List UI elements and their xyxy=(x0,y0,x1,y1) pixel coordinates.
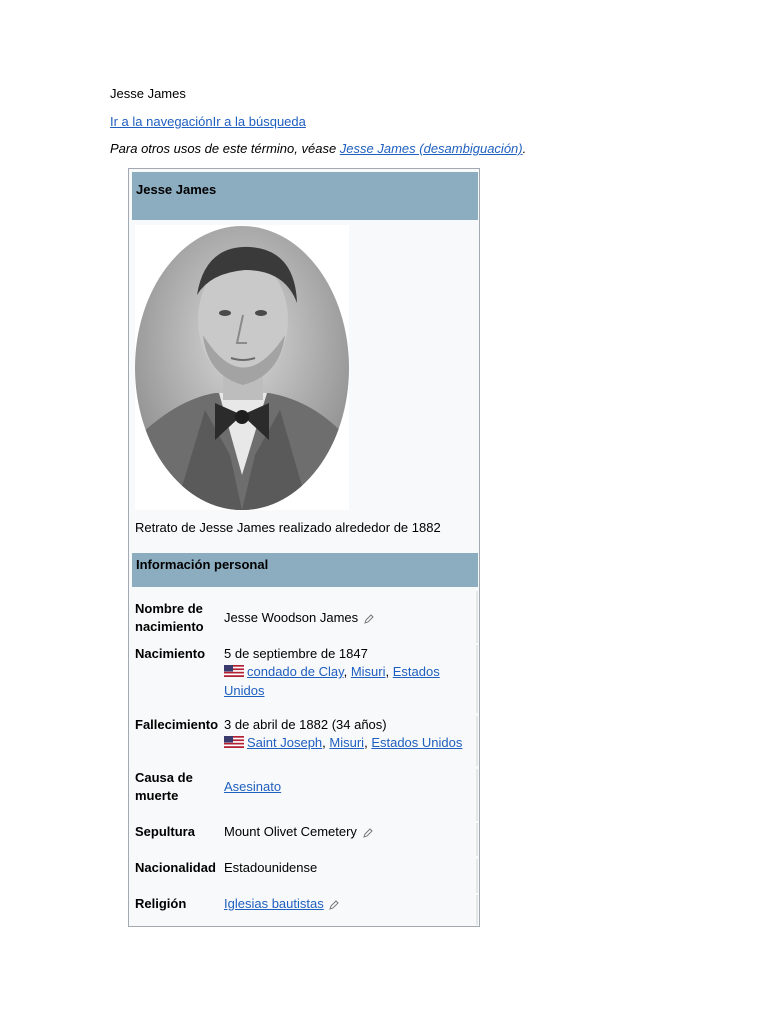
row-label xyxy=(135,600,219,636)
us-flag-icon xyxy=(224,664,244,682)
row-value xyxy=(224,645,474,700)
row-nationality xyxy=(132,859,478,893)
place-link-city[interactable]: Saint Joseph xyxy=(247,735,323,750)
portrait-image[interactable] xyxy=(135,225,349,510)
label-line: muerte xyxy=(135,788,179,803)
row-religion xyxy=(132,895,478,925)
row-label: Fallecimiento xyxy=(135,717,219,732)
row-label: Nacimiento xyxy=(135,646,206,661)
place-link-state[interactable]: Misuri xyxy=(350,664,386,679)
place-link-country[interactable]: Estados Unidos xyxy=(224,664,440,698)
row-label: Nacionalidad xyxy=(135,860,216,875)
row-birth xyxy=(132,645,478,713)
separator: , xyxy=(364,735,372,750)
label-line: Causa de xyxy=(135,770,193,785)
row-value xyxy=(224,609,474,629)
row-value xyxy=(224,895,474,915)
pencil-icon[interactable] xyxy=(329,897,339,915)
hatnote-suffix: . xyxy=(522,141,527,156)
birth-place xyxy=(224,663,474,700)
skip-links xyxy=(110,114,306,129)
section-header-personal-info: Información personal xyxy=(132,553,478,587)
document-title: Jesse James xyxy=(110,86,186,101)
burial-value: Mount Olivet Cemetery xyxy=(224,824,357,839)
hatnote-prefix: Para otros usos de este término, véase xyxy=(110,141,340,156)
row-value: Estadounidense xyxy=(224,860,318,875)
row-birth-name xyxy=(132,591,478,643)
birth-date: 5 de septiembre de 1847 xyxy=(224,646,368,661)
row-burial xyxy=(132,823,478,856)
separator: , xyxy=(385,664,393,679)
row-cause-of-death xyxy=(132,769,478,821)
infobox xyxy=(128,168,480,927)
row-label xyxy=(135,769,219,805)
row-value xyxy=(224,823,474,843)
death-date: 3 de abril de 1882 (34 años) xyxy=(224,717,387,732)
image-caption: Retrato de Jesse James realizado alrededor de 1882 xyxy=(135,520,441,535)
row-value xyxy=(224,716,474,753)
place-link-state[interactable]: Misuri xyxy=(329,735,365,750)
disambiguation-link[interactable]: Jesse James (desambiguación) xyxy=(339,141,523,156)
separator: , xyxy=(322,735,330,750)
row-label: Religión xyxy=(135,896,187,911)
pencil-icon[interactable] xyxy=(364,611,374,629)
pencil-icon[interactable] xyxy=(363,825,373,843)
us-flag-icon xyxy=(224,735,244,753)
cause-of-death-link[interactable]: Asesinato xyxy=(224,779,282,794)
separator: , xyxy=(343,664,351,679)
religion-link[interactable]: Iglesias bautistas xyxy=(224,896,324,911)
label-line: Nombre de xyxy=(135,601,203,616)
death-place xyxy=(224,734,474,753)
portrait-photo-icon xyxy=(135,225,349,510)
row-value xyxy=(224,778,474,796)
disambiguation-hatnote xyxy=(110,141,526,156)
place-link-country[interactable]: Estados Unidos xyxy=(371,735,463,750)
label-line: nacimiento xyxy=(135,619,204,634)
place-link-county[interactable]: condado de Clay xyxy=(247,664,344,679)
skip-to-navigation-link[interactable]: Ir a la navegación xyxy=(110,114,213,129)
infobox-header: Jesse James xyxy=(132,172,478,220)
birth-name-value: Jesse Woodson James xyxy=(224,610,359,625)
row-label: Sepultura xyxy=(135,824,195,839)
skip-to-search-link[interactable]: Ir a la búsqueda xyxy=(212,114,306,129)
row-death xyxy=(132,716,478,766)
